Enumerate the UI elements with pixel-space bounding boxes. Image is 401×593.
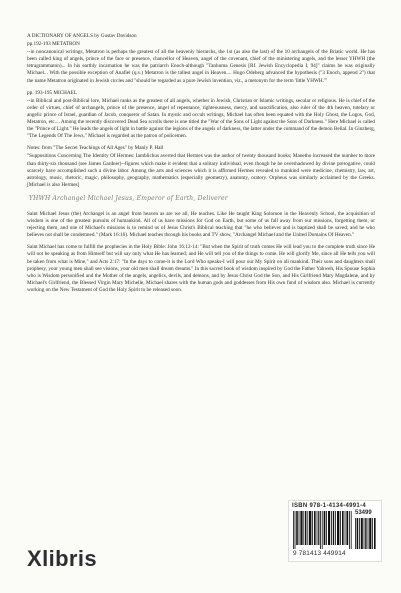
barcode-bars [293, 511, 353, 549]
book-title: A DICTIONARY OF ANGELS by Gustav Davidson [27, 33, 137, 39]
saint-michael-paragraph-2: Saint Michael has come to fulfill the prophecies in the Holy Bible: John 16:12-14: "But when the Spirit of truth comes He will lead you to the complete truth since He will not be speaking as from Himself but will say only what He has learned; and He will tell you of the things to come. He will glorify Me, since all He tells you will be taken from what is Mine," and Acts 2:17: "In the days to come-it is the Lord Who speaks-I will pour our My Spirit on all mankind. Their sons and daughters shall prophesy, your young men shall see visions, your old men shall dream dreams." In this sacred book of wisdom inspired by God the Father Yahweh, His Spouse Sophia who is Wisdom personified and the Mother of the angels, angelics, devils, and demons, and by Jesus Christ God the Son, and His Girlfriend Mary Magdalene, and by Michael's Girlfriend, the Blessed Virgin Mary Michelle, Michael shares with the human gods and goddesses from His own fund of wisdom also. Michael is currently working on the New Testament of God the Holy Spirit to be released soon. [27, 244, 375, 293]
metatron-heading: pp.192-193 METATRON [27, 41, 80, 48]
cursive-title-line: YHWH Archangel Michael Jesus, Emperor of Earth, Deliverer [29, 194, 228, 202]
michael-entry: --in Biblical and post-Biblical lore, Michael ranks as the greatest of all angels, whether in Jewish, Christian or Islamic writings, secular or religious. He is chief of the order of virtues, chief of archangels, prince of the presence, angel of repentance, righteousness, mercy, and sanctification, also ruler of the 4th heaven, tutelary or angelic prince of Israel, guardian of Jacob, conqueror of Satan. In mystic and occult writings, Michael has often been equated with the Holy Ghost, the Logos, God, Metatron, etc.... Among the recently discovered Dead Sea scrolls there is one titled the "War of the Sons of Light against the Sons of Darkness." Here Michael is called the "Prince of Light." He leads the angels of light in battle against the legions of the angels of darkness, the latter under the command of the demon Belial. In Ginzberg, "The Legends Of The Jews," Michael is regarded as the patron of policemen. [27, 97, 375, 140]
price-addon-number: 53499 [355, 510, 372, 516]
michael-heading: pp. 193-195 MICHAEL [27, 89, 77, 96]
isbn-digits: 9 781413 449914 [293, 550, 346, 557]
isbn-label: ISBN 978-1-4134-4991-4 [292, 503, 366, 509]
notes-entry: "Suppositions Concerning The Identity Of Hermes: Iamblichus averred that Hermes was the author of twenty thousand books; Manetho increased the number to more than thirty-six thousand (see James Gardner)--figures which make it evident that a solitary individual, even though he be overshadowed by divine prerogative, could scarcely have accomplished such a divine labor. Among the arts and sciences which it is affirmed Hermes revealed to mankind were medicine, chemistry, law, art, astrology, music, rhetoric, magic, philosophy, geography, mathematics (especially geometry), anatomy, oratory. Orpheus was similarly acclaimed by the Greeks. [Michael is also Hermes] [27, 153, 375, 188]
isbn-barcode [288, 500, 382, 562]
saint-michael-paragraph-1: Saint Michael Jesus (the) Archangel is an angel from heaven as are we all, He teaches. Like He taught King Solomon in the Heavenly School, the acquisition of wisdom is one of the greatest pursuits of humankind. All of us have missions for God on Earth, but some of us fall away from our missions, forgetting them, or rejecting them, and one of Michael's missions is to remind us of Jesus Christ's Biblical teaching that "he who believes and is baptized shall be saved; and he who believes not shall be condemned." (Mark 16:16). Michael teaches through his books and TV show, "Archangel Michael and the United Domains Of Heaven." [27, 210, 375, 239]
cover-text [27, 33, 375, 294]
metatron-entry: --in noncanonical writings, Metatron is perhaps the greatest of all the heavenly hierarchs, the 1st (as also the last) of the 10 archangels of the Briatic world. He has been called king of angels, prince of the face or presence, chancellor of Heaven, angel of the covenant, chief of the ministering angels, and the lesser YHWH (the tetragrammaton)... In his earthly incarnation he was the patriarch Enoch-although "Tanhuma Genesis [Rf. Jewish Encyclopedia I, 94]" claims he was originally Michael... With the possible exception of Anafiel (q.v.) Metatron is the tallest angel in Heaven.... Hugo Odeberg advanced the hypothesis ("3 Enoch, append 2") that the name Metatron originated in Jewish circles and "should be regarded as a pure Jewish invention, viz., a metonym for the term 'little YHWH.'" [27, 49, 375, 84]
price-addon-bars [355, 518, 377, 549]
publisher-logo: Xlibris [27, 546, 98, 571]
notes-heading: Notes: from "The Secret Teachings of All Ages" by Manly P. Hall [27, 145, 164, 152]
